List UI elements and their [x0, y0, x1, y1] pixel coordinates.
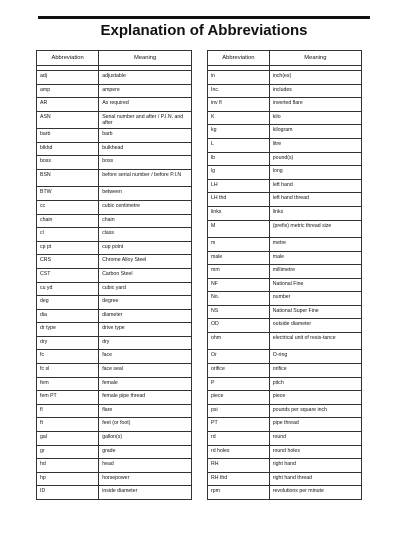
- abbreviation-cell: fem PT: [37, 391, 99, 405]
- table-row: [208, 237, 362, 251]
- abbreviation-cell: barb: [37, 129, 99, 143]
- abbreviation-cell: links: [208, 206, 270, 220]
- table-row: [37, 255, 192, 269]
- abbreviation-cell: rpm: [208, 486, 270, 500]
- meaning-cell: links: [269, 206, 361, 220]
- meaning-cell: kilo: [269, 111, 361, 125]
- table-row: [37, 377, 192, 391]
- meaning-cell: feet (or foot): [99, 418, 192, 432]
- meaning-cell: female: [99, 377, 192, 391]
- table-row: [208, 206, 362, 220]
- abbreviation-cell: No.: [208, 292, 270, 306]
- table-row: [208, 278, 362, 292]
- abbreviation-cell: rd holes: [208, 445, 270, 459]
- table-row: [37, 71, 192, 85]
- abbreviation-cell: fem: [37, 377, 99, 391]
- abbreviation-cell: LH thd: [208, 193, 270, 207]
- meaning-cell: inch(es): [269, 71, 361, 85]
- meaning-cell: National Super Fine: [269, 305, 361, 319]
- table-row: [37, 296, 192, 310]
- table-row: [208, 486, 362, 500]
- table-row: [37, 156, 192, 170]
- meaning-cell: number: [269, 292, 361, 306]
- abbreviation-cell: mm: [208, 265, 270, 279]
- meaning-cell: head: [99, 459, 192, 473]
- table-row: [37, 472, 192, 486]
- table-row: [37, 268, 192, 282]
- meaning-cell: bulkhead: [99, 142, 192, 156]
- table-row: [37, 391, 192, 405]
- meaning-cell: orifice: [269, 364, 361, 378]
- table-row: [37, 169, 192, 186]
- table-row: [208, 305, 362, 319]
- abbreviation-cell: NS: [208, 305, 270, 319]
- abbreviation-cell: Inc.: [208, 84, 270, 98]
- table-row: [208, 84, 362, 98]
- meaning-cell: diameter: [99, 309, 192, 323]
- abbreviation-cell: cc: [37, 200, 99, 214]
- abbreviation-cell: rd: [208, 432, 270, 446]
- abbreviation-cell: CRS: [37, 255, 99, 269]
- abbreviation-cell: deg: [37, 296, 99, 310]
- meaning-cell: cup point: [99, 241, 192, 255]
- table-row: [37, 364, 192, 378]
- meaning-cell: drive type: [99, 323, 192, 337]
- meaning-cell: kilogram: [269, 125, 361, 139]
- abbreviation-cell: dry: [37, 336, 99, 350]
- table-row: [208, 377, 362, 391]
- abbreviation-cell: fc sl: [37, 364, 99, 378]
- table-row: [37, 187, 192, 201]
- meaning-cell: face: [99, 350, 192, 364]
- table-row: [37, 200, 192, 214]
- meaning-cell: Chrome Alloy Steel: [99, 255, 192, 269]
- abbreviation-cell: boss: [37, 156, 99, 170]
- meaning-cell: cubic yard: [99, 282, 192, 296]
- abbreviation-cell: adj: [37, 71, 99, 85]
- title-rule: [38, 16, 370, 40]
- meaning-cell: flare: [99, 404, 192, 418]
- abbreviation-table-left: [36, 50, 192, 500]
- abbreviation-cell: RH thd: [208, 472, 270, 486]
- meaning-cell: between: [99, 187, 192, 201]
- abbreviation-cell: ID: [37, 486, 99, 500]
- meaning-cell: outside diameter: [269, 319, 361, 333]
- meaning-cell: piece: [269, 391, 361, 405]
- table-row: [208, 445, 362, 459]
- table-row: [37, 418, 192, 432]
- table-row: [37, 350, 192, 364]
- abbreviation-cell: dia: [37, 309, 99, 323]
- meaning-cell: horsepower: [99, 472, 192, 486]
- meaning-cell: male: [269, 251, 361, 265]
- meaning-cell: degree: [99, 296, 192, 310]
- abbreviation-cell: cu yd: [37, 282, 99, 296]
- abbreviation-cell: in: [208, 71, 270, 85]
- table-row: [208, 391, 362, 405]
- header-meaning: Meaning: [269, 51, 361, 66]
- table-row: [208, 251, 362, 265]
- meaning-cell: (prefix) metric thread size: [269, 220, 361, 237]
- abbreviation-cell: amp: [37, 84, 99, 98]
- table-row: [208, 193, 362, 207]
- abbreviation-cell: ASN: [37, 111, 99, 128]
- page-title: Explanation of Abbreviations: [100, 22, 308, 39]
- table-row: [37, 129, 192, 143]
- meaning-cell: chain: [99, 214, 192, 228]
- table-row: [37, 323, 192, 337]
- abbreviation-cell: male: [208, 251, 270, 265]
- meaning-cell: O-ring: [269, 350, 361, 364]
- meaning-cell: includes: [269, 84, 361, 98]
- meaning-cell: round holes: [269, 445, 361, 459]
- abbreviation-cell: cl: [37, 228, 99, 242]
- meaning-cell: class: [99, 228, 192, 242]
- table-row: [208, 350, 362, 364]
- abbreviation-cell: BSN: [37, 169, 99, 186]
- abbreviation-cell: dr type: [37, 323, 99, 337]
- meaning-cell: female pipe thread: [99, 391, 192, 405]
- table-row: [37, 445, 192, 459]
- abbreviation-cell: hd: [37, 459, 99, 473]
- table-row: [37, 84, 192, 98]
- meaning-cell: before serial number / before P.I.N: [99, 169, 192, 186]
- table-row: [208, 472, 362, 486]
- abbreviation-cell: NF: [208, 278, 270, 292]
- table-row: [37, 98, 192, 112]
- abbreviation-cell: fl: [37, 404, 99, 418]
- meaning-cell: gallon(s): [99, 432, 192, 446]
- meaning-cell: left hand thread: [269, 193, 361, 207]
- meaning-cell: right hand: [269, 459, 361, 473]
- table-row: [208, 364, 362, 378]
- meaning-cell: boss: [99, 156, 192, 170]
- table-row: [208, 152, 362, 166]
- abbreviation-cell: ohm: [208, 333, 270, 350]
- abbreviation-cell: lb: [208, 152, 270, 166]
- abbreviation-cell: piece: [208, 391, 270, 405]
- table-row: [37, 309, 192, 323]
- meaning-cell: pitch: [269, 377, 361, 391]
- table-row: [208, 404, 362, 418]
- meaning-cell: Carbon Steel: [99, 268, 192, 282]
- table-row: [208, 125, 362, 139]
- abbreviation-cell: M: [208, 220, 270, 237]
- meaning-cell: right hand thread: [269, 472, 361, 486]
- header-abbreviation: Abbreviation: [37, 51, 99, 66]
- meaning-cell: electrical unit of resis-tance: [269, 333, 361, 350]
- meaning-cell: pound(s): [269, 152, 361, 166]
- meaning-cell: Serial number and after / P.I.N. and after: [99, 111, 192, 128]
- table-row: [208, 138, 362, 152]
- table-row: [208, 459, 362, 473]
- abbreviation-cell: chain: [37, 214, 99, 228]
- table-row: [37, 404, 192, 418]
- table-row: [208, 71, 362, 85]
- table-row: [208, 220, 362, 237]
- table-row: [208, 166, 362, 180]
- table-row: [37, 336, 192, 350]
- abbreviation-cell: hp: [37, 472, 99, 486]
- table-row: [208, 319, 362, 333]
- meaning-cell: long: [269, 166, 361, 180]
- meaning-cell: ampere: [99, 84, 192, 98]
- meaning-cell: barb: [99, 129, 192, 143]
- abbreviation-cell: BTW: [37, 187, 99, 201]
- abbreviation-cell: PT: [208, 418, 270, 432]
- abbreviation-cell: orifice: [208, 364, 270, 378]
- meaning-cell: dry: [99, 336, 192, 350]
- abbreviation-cell: CST: [37, 268, 99, 282]
- meaning-cell: pipe thread: [269, 418, 361, 432]
- abbreviation-cell: RH: [208, 459, 270, 473]
- abbreviation-cell: L: [208, 138, 270, 152]
- abbreviation-cell: OD: [208, 319, 270, 333]
- table-row: [208, 98, 362, 112]
- abbreviation-cell: AR: [37, 98, 99, 112]
- meaning-cell: grade: [99, 445, 192, 459]
- meaning-cell: metre: [269, 237, 361, 251]
- table-row: [37, 214, 192, 228]
- table-row: [208, 418, 362, 432]
- meaning-cell: inside diameter: [99, 486, 192, 500]
- meaning-cell: cubic centimetre: [99, 200, 192, 214]
- abbreviation-cell: gal: [37, 432, 99, 446]
- abbreviation-cell: gr: [37, 445, 99, 459]
- table-row: [37, 241, 192, 255]
- meaning-cell: revolutions per minute: [269, 486, 361, 500]
- meaning-cell: adjustable: [99, 71, 192, 85]
- abbreviation-cell: fc: [37, 350, 99, 364]
- meaning-cell: National Fine: [269, 278, 361, 292]
- abbreviation-cell: Or: [208, 350, 270, 364]
- header-abbreviation: Abbreviation: [208, 51, 270, 66]
- abbreviation-cell: LH: [208, 179, 270, 193]
- abbreviation-cell: blkhd: [37, 142, 99, 156]
- abbreviation-cell: inv fl: [208, 98, 270, 112]
- meaning-cell: As required: [99, 98, 192, 112]
- meaning-cell: round: [269, 432, 361, 446]
- table-row: [208, 292, 362, 306]
- abbreviation-cell: ft: [37, 418, 99, 432]
- meaning-cell: face seal: [99, 364, 192, 378]
- abbreviation-cell: cp pt: [37, 241, 99, 255]
- table-row: [208, 265, 362, 279]
- table-row: [208, 111, 362, 125]
- table-row: [208, 179, 362, 193]
- table-row: [37, 142, 192, 156]
- abbreviation-cell: psi: [208, 404, 270, 418]
- abbreviation-cell: K: [208, 111, 270, 125]
- meaning-cell: inverted flare: [269, 98, 361, 112]
- abbreviation-table-right: [207, 50, 362, 500]
- table-row: [37, 228, 192, 242]
- meaning-cell: left hand: [269, 179, 361, 193]
- table-row: [208, 432, 362, 446]
- meaning-cell: litre: [269, 138, 361, 152]
- table-row: [37, 459, 192, 473]
- abbreviation-cell: kg: [208, 125, 270, 139]
- table-row: [208, 333, 362, 350]
- header-meaning: Meaning: [99, 51, 192, 66]
- abbreviation-cell: m: [208, 237, 270, 251]
- meaning-cell: millimetre: [269, 265, 361, 279]
- table-row: [37, 432, 192, 446]
- table-row: [37, 486, 192, 500]
- abbreviation-cell: P: [208, 377, 270, 391]
- abbreviation-cell: lg: [208, 166, 270, 180]
- meaning-cell: pounds per square inch: [269, 404, 361, 418]
- table-row: [37, 111, 192, 128]
- table-row: [37, 282, 192, 296]
